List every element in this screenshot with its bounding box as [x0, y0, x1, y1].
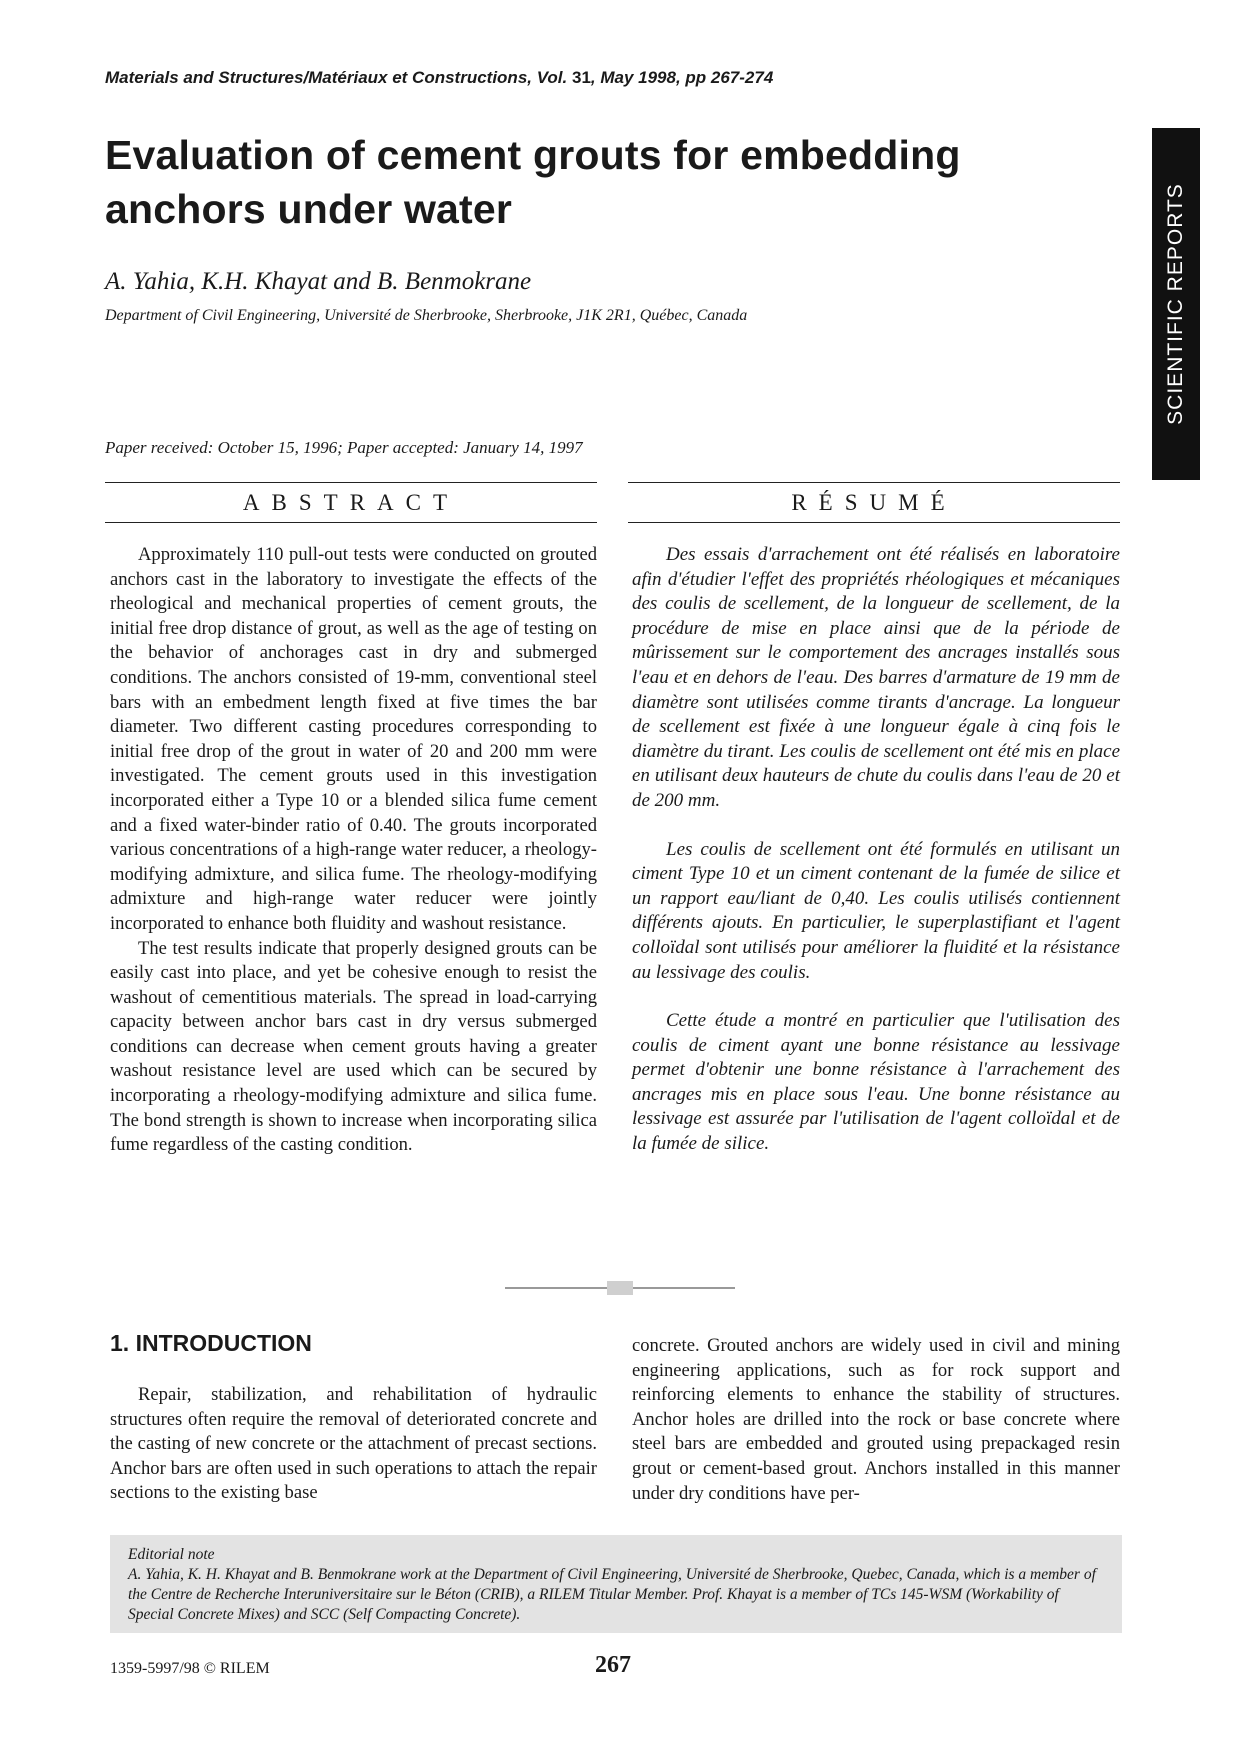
authors: A. Yahia, K.H. Khayat and B. Benmokrane: [105, 268, 532, 295]
editorial-note: [110, 1535, 1122, 1633]
resume-heading: RÉSUMÉ: [791, 490, 957, 515]
paper-title: Evaluation of cement grouts for embedding anchors under water: [105, 132, 961, 232]
journal-name: Materials and Structures/Matériaux et Constructions, Vol.: [105, 68, 572, 87]
editorial-note-label: Editorial note: [128, 1546, 215, 1563]
resume-paragraph: Des essais d'arrachement ont été réalisés en laboratoire afin d'étudier l'effet des propriétés rhéologiques et mécaniques des coulis de scellement, de la longueur de scellement, de la procédure de mise en place ainsi que de la période de mûrissement sur le comportement des ancrages installés sous l'eau et en dehors de l'eau. Des barres d'armature de 19 mm de diamètre sont utilisées comme tirants d'ancrage. La longueur de scellement est fixée à une longueur égale à cinq fois le diamètre du tirant. Les coulis de scellement ont été mis en place en utilisant deux hauteurs de chute du coulis dans l'eau de 20 et de 200 mm.: [632, 544, 1120, 811]
resume-body: [632, 543, 1120, 1181]
page-number: 267: [595, 1652, 631, 1678]
affiliation: Department of Civil Engineering, Université de Sherbrooke, Sherbrooke, J1K 2R1, Québec, Canada: [105, 307, 748, 324]
abstract-paragraph: Approximately 110 pull-out tests were conducted on grouted anchors cast in the laboratory to investigate the effects of the rheological and mechanical properties of cement grouts, the initial free drop distance of grout, as well as the age of testing on the behavior of anchorages cast in dry and submerged conditions. The anchors consisted of 19-mm, conventional steel bars with an embedment length fixed at five times the bar diameter. Two different casting procedures corresponding to initial free drop of the grout in water of 20 and 200 mm were investigated. The cement grouts used in this investigation incorporated either a Type 10 or a blended silica fume cement and a fixed water-binder ratio of 0.40. The grouts incorporated various concentrations of a high-range water reducer, a rheology-modifying admixture, and silica fume. The rheology-modifying admixture and high-range water reducer were jointly incorporated to enhance both fluidity and washout resistance.: [110, 544, 597, 934]
abstract-rule-bottom: [105, 522, 597, 523]
introduction-heading: 1. INTRODUCTION: [110, 1330, 312, 1356]
introduction-paragraph: concrete. Grouted anchors are widely used in civil and mining engineering applications, such as for rock support and reinforcing elements to enhance the stability of structures. Anchor holes are drilled into the rock or base concrete where steel bars are embedded and grouted using prepackaged resin grout or cement-based grout. Anchors installed in this manner under dry conditions have per-: [632, 1335, 1120, 1504]
introduction-left-column: [110, 1383, 597, 1506]
journal-citation: [105, 68, 773, 88]
editorial-note-text: A. Yahia, K. H. Khayat and B. Benmokrane work at the Department of Civil Engineering, Université de Sherbrooke, Quebec, Canada, which is a member of the Centre de Recherche Interuniversitaire sur le Béton (CRIB), a RILEM Titular Member. Prof. Khayat is a member of TCs 145-WSM (Workability of Special Concrete Mixes) and SCC (Self Compacting Concrete).: [128, 1566, 1096, 1623]
abstract-body: [110, 543, 597, 1158]
journal-volume: 31: [571, 68, 591, 87]
received-dates: Paper received: October 15, 1996; Paper accepted: January 14, 1997: [105, 438, 583, 457]
abstract-paragraph: The test results indicate that properly designed grouts can be easily cast into place, and yet be cohesive enough to resist the washout of cementitious materials. The spread in load-carrying capacity between anchor bars cast in dry versus submerged conditions can decrease when cement grouts having a greater washout resistance level are used which can be secured by incorporating a rheology-modifying admixture and silica fume. The bond strength is shown to increase when incorporating silica fume regardless of the casting condition.: [110, 937, 597, 1156]
section-tab: [1152, 128, 1200, 480]
resume-paragraph: Les coulis de scellement ont été formulés en utilisant un ciment Type 10 et un ciment contenant de la fumée de silice et un rapport eau/liant de 0,40. Les coulis utilisés contiennent différents ajouts. En particulier, le superplastifiant et l'agent colloïdal sont utilisés pour améliorer la fluidité et la résistance au lessivage des coulis.: [632, 838, 1120, 983]
section-divider-ornament: [505, 1280, 735, 1296]
section-tab-label: SCIENTIFIC REPORTS: [1164, 183, 1187, 425]
journal-date-pages: , May 1998, pp 267-274: [590, 68, 774, 87]
resume-rule-bottom: [628, 522, 1120, 523]
abstract-heading: ABSTRACT: [242, 490, 460, 515]
abstract-rule-top: [105, 482, 597, 483]
introduction-right-column: [632, 1334, 1120, 1506]
resume-paragraph: Cette étude a montré en particulier que l'utilisation des coulis de ciment ayant une bonne résistance au lessivage permet d'obtenir une bonne résistance à l'arrachement des ancrages mis en place sous l'eau. Une bonne résistance au lessivage est assurée par l'utilisation de l'agent colloïdal et de la fumée de silice.: [632, 1010, 1120, 1155]
resume-rule-top: [628, 482, 1120, 483]
issn-copyright: 1359-5997/98 © RILEM: [110, 1660, 270, 1677]
introduction-paragraph: Repair, stabilization, and rehabilitation of hydraulic structures often require the removal of deteriorated concrete and the casting of new concrete or the attachment of precast sections. Anchor bars are often used in such operations to attach the repair sections to the existing base: [110, 1384, 597, 1504]
